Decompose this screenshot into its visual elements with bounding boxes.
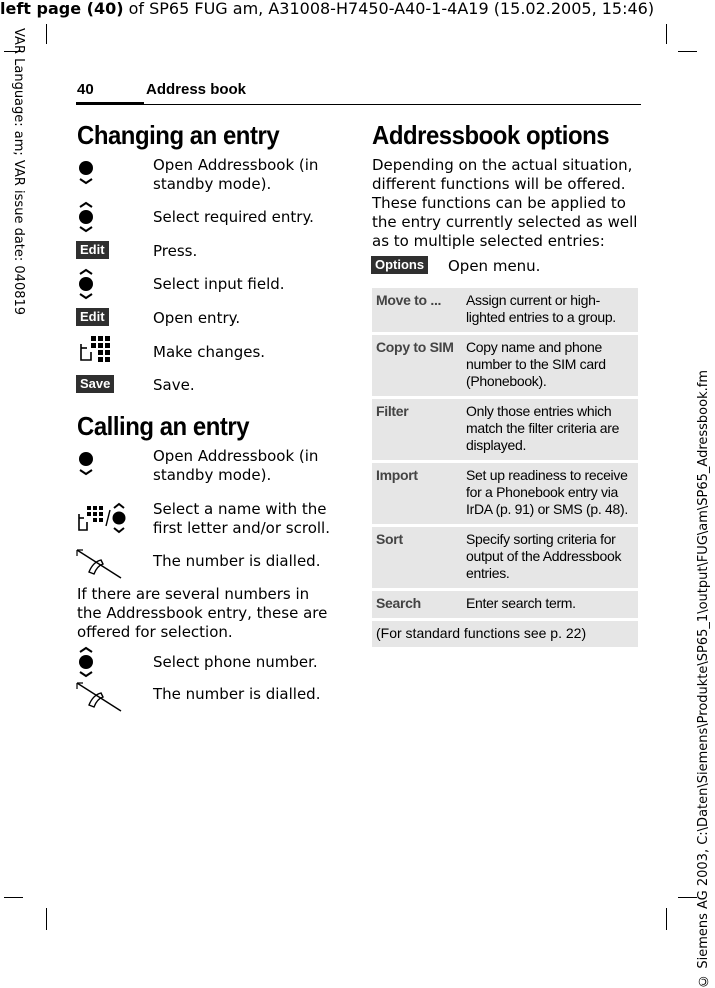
crop-mark xyxy=(4,897,23,898)
table-footnote-row xyxy=(372,621,638,647)
save-softkey: Save xyxy=(76,375,114,393)
header-rule-thick xyxy=(76,102,144,105)
option-name: Import xyxy=(372,463,462,524)
crop-mark xyxy=(666,908,667,930)
table-row xyxy=(372,288,638,332)
page-section-title: Address book xyxy=(146,81,247,98)
edit-softkey: Edit xyxy=(76,308,109,326)
option-name: Sort xyxy=(372,527,462,588)
options-intro: Depending on the actual situation, different functions will be offered. These functions can be applied to the entry currently selected as well as to multiple selected entries: xyxy=(372,156,638,250)
step-text: Open entry. xyxy=(153,309,241,327)
edit-softkey: Edit xyxy=(76,241,109,259)
joystick-updown-icon xyxy=(77,201,99,233)
table-row xyxy=(372,591,638,618)
table-row xyxy=(372,527,638,588)
joystick-updown-icon xyxy=(77,268,99,300)
margin-language-info: VAR Language: am; VAR issue date: 040819 xyxy=(11,28,26,316)
crop-mark xyxy=(46,24,47,44)
table-row xyxy=(372,335,638,396)
options-softkey-text: Open menu. xyxy=(448,257,541,275)
step-text: The number is dialled. xyxy=(153,552,321,570)
section-title-calling: Calling an entry xyxy=(77,411,250,441)
step-text: The number is dialled. xyxy=(153,685,321,703)
joystick-down-icon xyxy=(77,449,99,477)
option-description: Copy name and phone number to the SIM card (Phonebook). xyxy=(462,335,638,396)
step-text: Make changes. xyxy=(153,343,266,361)
print-header xyxy=(0,0,715,18)
table-row xyxy=(372,399,638,460)
crop-mark xyxy=(678,51,697,52)
option-description: Set up readiness to receive for a Phonebook entry via IrDA (p. 91) or SMS (p. 48). xyxy=(462,463,638,524)
step-text: Press. xyxy=(153,242,198,260)
step-text: Select required entry. xyxy=(153,208,314,226)
options-table xyxy=(372,285,638,650)
crop-mark xyxy=(46,908,47,930)
table-row xyxy=(372,463,638,524)
option-name: Filter xyxy=(372,399,462,460)
section-title-options: Addressbook options xyxy=(372,120,610,150)
joystick-down-icon xyxy=(77,158,99,186)
step-text: Select a name with the first letter and/or scroll. xyxy=(153,500,330,537)
header-rule xyxy=(144,104,641,105)
option-description: Specify sorting criteria for output of the Addressbook entries. xyxy=(462,527,638,588)
options-softkey: Options xyxy=(371,256,428,274)
step-text: Open Addressbook (in standby mode). xyxy=(153,156,319,193)
joystick-updown-icon xyxy=(77,646,99,678)
step-text: Open Addressbook (in standby mode). xyxy=(153,447,319,484)
option-description: Enter search term. xyxy=(462,591,638,618)
call-key-icon xyxy=(75,548,123,580)
options-footnote: (For standard functions see p. 22) xyxy=(372,621,638,647)
print-header-page: left page (40) xyxy=(0,0,124,18)
step-text: Save. xyxy=(153,376,195,394)
step-text: Select input field. xyxy=(153,275,285,293)
crop-mark xyxy=(678,897,697,898)
print-header-info: of SP65 FUG am, A31008-H7450-A40-1-4A19 (15.02.2005, 15:46) xyxy=(123,0,655,18)
margin-copyright: © Siemens AG 2003, C:\Daten\Siemens\Produkte\SP65_1\output\FUG\am\SP65_Adressbook.fm xyxy=(696,370,711,988)
option-name: Copy to SIM xyxy=(372,335,462,396)
keypad-icon xyxy=(77,334,113,364)
calling-paragraph: If there are several numbers in the Addressbook entry, these are offered for selection. xyxy=(77,585,328,641)
option-name: Search xyxy=(372,591,462,618)
page-number: 40 xyxy=(77,81,94,98)
section-title-changing: Changing an entry xyxy=(77,120,280,150)
call-key-icon xyxy=(75,681,123,713)
option-name: Move to ... xyxy=(372,288,462,332)
step-text: Select phone number. xyxy=(153,653,318,671)
keypad-joystick-icon xyxy=(77,502,133,536)
crop-mark xyxy=(666,24,667,44)
option-description: Assign current or high-lighted entries to a group. xyxy=(462,288,638,332)
option-description: Only those entries which match the filter criteria are displayed. xyxy=(462,399,638,460)
